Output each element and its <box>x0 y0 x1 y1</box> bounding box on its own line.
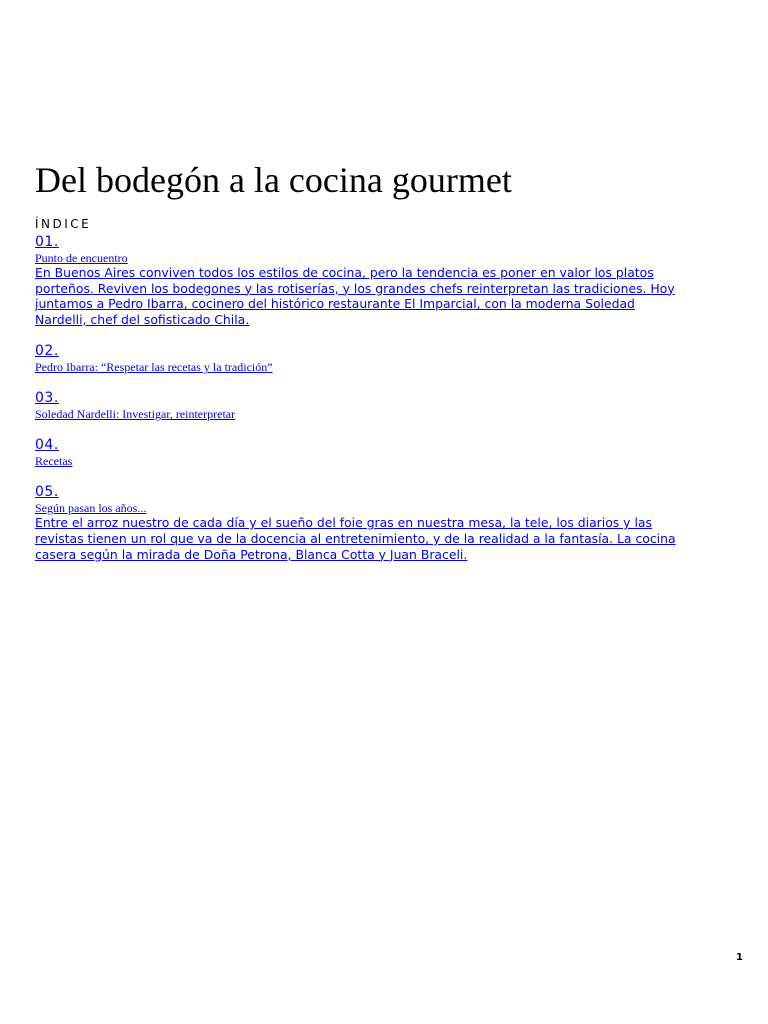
toc-entry-title: Soledad Nardelli: Investigar, reinterpretar <box>35 407 236 422</box>
toc-entry-title: Punto de encuentro <box>35 251 128 265</box>
toc-entry-title: Recetas <box>35 454 73 469</box>
toc-entry-title: Según pasan los años... <box>35 501 147 516</box>
index-heading: ÍNDICE <box>35 217 92 231</box>
page-title: Del bodegón a la cocina gourmet <box>35 160 512 200</box>
toc-entry-number: 04. <box>35 437 59 454</box>
toc-entry-04[interactable] <box>35 437 747 468</box>
table-of-contents <box>35 234 747 578</box>
toc-entry-number: 03. <box>35 390 59 407</box>
toc-entry-number: 02. <box>35 343 59 360</box>
toc-entry-05[interactable] <box>35 484 747 562</box>
toc-entry-03[interactable] <box>35 390 747 421</box>
toc-entry-02[interactable] <box>35 343 747 374</box>
page-number: 1 <box>736 952 743 963</box>
toc-entry-number: 01. <box>35 234 59 250</box>
toc-entry-description: En Buenos Aires conviven todos los estilos de cocina, pero la tendencia es poner en valor los platos porteños. Reviven los bodegones y las rotiserías, y los grandes chefs reinterpretan las tradiciones. Hoy juntamos a Pedro Ibarra, cocinero del histórico restaurante El Imparcial, con la moderna Soledad Nardelli, chef del sofisticado Chila. <box>35 265 675 327</box>
toc-entry-description: Entre el arroz nuestro de cada día y el sueño del foie gras en nuestra mesa, la tele, los diarios y las revistas tienen un rol que va de la docencia al entretenimiento, y de la realidad a la fantasía. La cocina casera según la mirada de Doña Petrona, Blanca Cotta y Juan Braceli. <box>35 515 676 562</box>
toc-entry-title: Pedro Ibarra: “Respetar las recetas y la tradición” <box>35 360 273 375</box>
toc-entry-number: 05. <box>35 484 59 501</box>
toc-entry-01[interactable] <box>35 234 747 327</box>
